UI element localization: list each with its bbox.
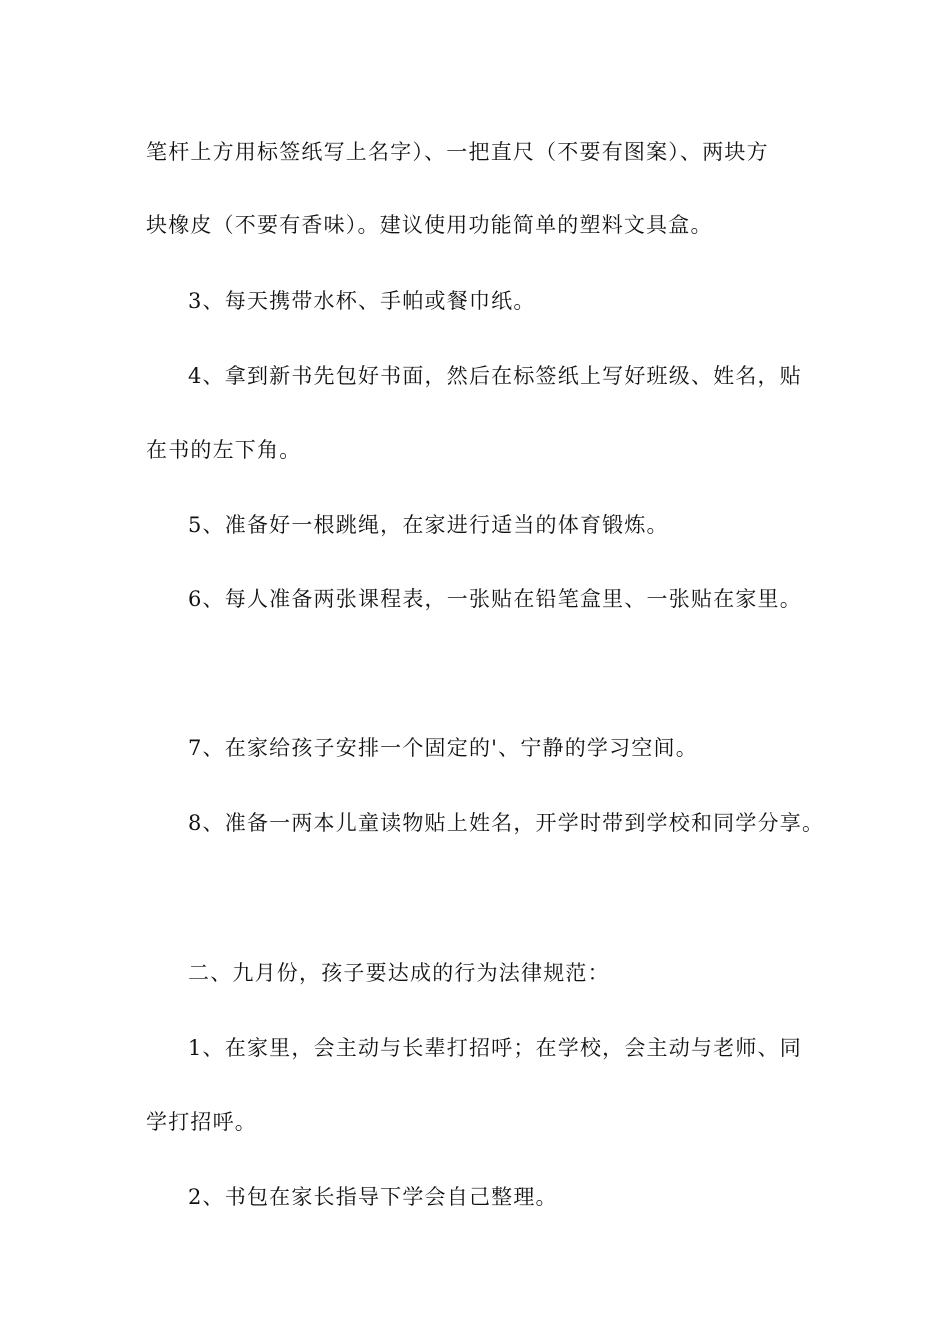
section-heading: 二、九月份，孩子要达成的行为法律规范： (188, 961, 610, 985)
list-item-2: 2、书包在家长指导下学会自己整理。 (188, 1185, 558, 1209)
list-item-6: 6、每人准备两张课程表，一张贴在铅笔盒里、一张贴在家里。 (188, 587, 802, 611)
list-item-8: 8、准备一两本儿童读物贴上姓名，开学时带到学校和同学分享。 (188, 811, 825, 835)
list-item-5: 5、准备好一根跳绳，在家进行适当的体育锻炼。 (188, 513, 669, 537)
list-item-7: 7、在家给孩子安排一个固定的'、宁静的学习空间。 (188, 736, 698, 760)
text-line: 笔杆上方用标签纸写上名字）、一把直尺（不要有图案）、两块方 (146, 140, 769, 164)
text-line: 在书的左下角。 (146, 438, 302, 462)
text-line: 块橡皮（不要有香味）。建议使用功能简单的塑料文具盒。 (146, 213, 713, 237)
list-item-3: 3、每天携带水杯、手帕或餐巾纸。 (188, 289, 536, 313)
list-item-1: 1、在家里，会主动与长辈打招呼；在学校，会主动与老师、同 (188, 1036, 802, 1060)
list-item-4: 4、拿到新书先包好书面，然后在标签纸上写好班级、姓名，贴 (188, 364, 802, 388)
text-line: 学打招呼。 (146, 1110, 257, 1134)
